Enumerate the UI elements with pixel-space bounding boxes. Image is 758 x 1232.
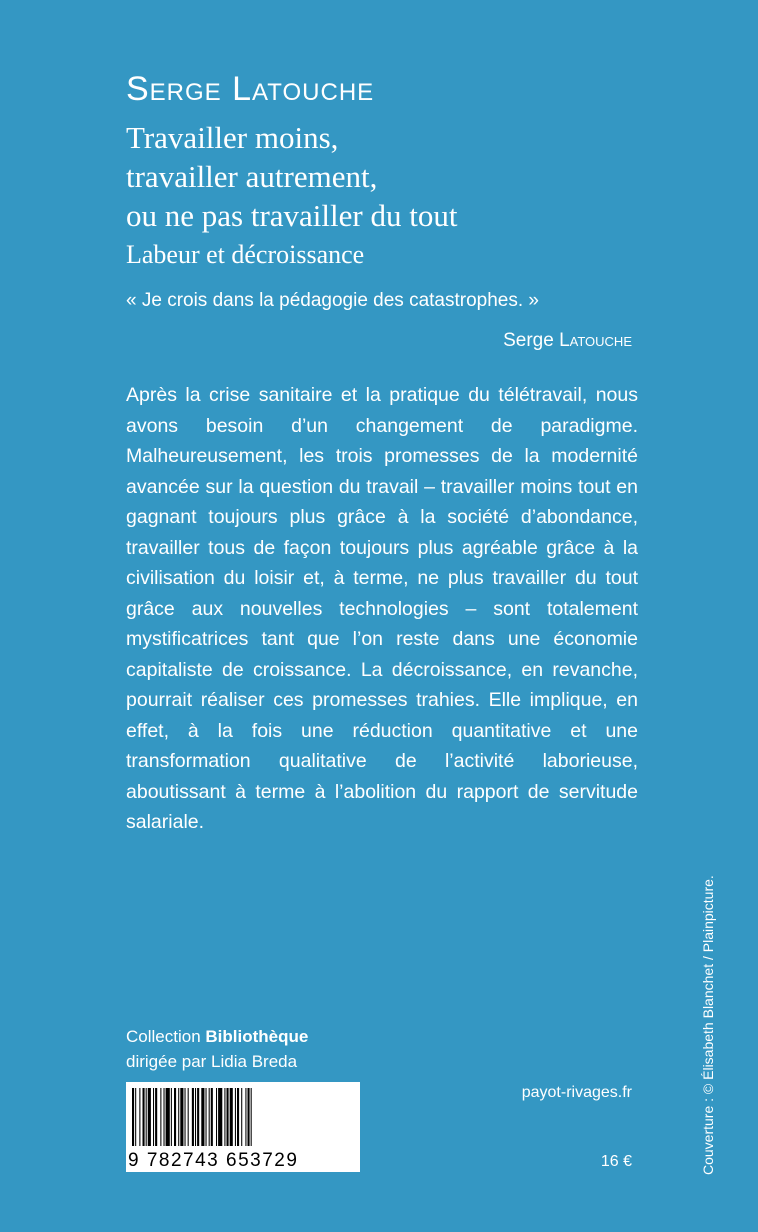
barcode-bar [195,1088,196,1146]
cover-credit: Couverture : © Élisabeth Blanchet / Plainpicture. [700,875,716,1175]
barcode-bar [251,1088,252,1146]
isbn-barcode [126,1082,360,1172]
collection-name: Bibliothèque [205,1027,309,1046]
barcode-bar [185,1088,186,1146]
barcode-bar [180,1088,183,1146]
barcode-bar [211,1088,213,1146]
barcode-bar [135,1088,136,1146]
back-cover-blurb: Après la crise sanitaire et la pratique du télétravail, nous avons besoin d’un changement de paradigme. Malheureusement, les trois promesses de la modernité avancée sur la question du travail – travailler moins tout en gagnant toujours plus grâce à la société d’abondance, travailler tous de façon toujours plus agréable grâce à la civilisation du loisir et, à terme, ne plus travailler du tout grâce aux nouvelles technologies – sont totalement mystificatrices tant que l’on reste dans une économie capitaliste de croissance. La décroissance, en revanche, pourrait réaliser ces promesses trahies. Elle implique, en effet, à la fois une réduction quantitative et une transformation qualitative de l’activité laborieuse, aboutissant à terme à l’abolition du rapport de servitude salariale. [126,384,638,833]
title-line: Travailler moins, [126,120,339,155]
barcode-bar [201,1088,204,1146]
book-subtitle: Labeur et décroissance [126,240,365,269]
barcode-bar [164,1088,165,1146]
barcode-bar [230,1088,233,1146]
barcode-bar [197,1088,199,1146]
author-name: Serge Latouche [126,70,375,108]
barcode-bar [160,1088,161,1146]
quote-author-last: Latouche [559,330,632,351]
barcode-bar [188,1088,189,1146]
barcode-bar [171,1088,172,1146]
barcode-bar [248,1088,250,1146]
barcode-bar [218,1088,222,1146]
collection-director: dirigée par Lidia Breda [126,1052,298,1071]
quote-author-first: Serge [503,330,554,351]
epigraph-quote: « Je crois dans la pédagogie des catastrophes. » [126,290,539,311]
title-line: travailler autrement, [126,159,378,194]
barcode-bar [132,1088,134,1146]
barcode-digits: 9 782743 653729 [128,1150,299,1171]
quote-attribution [503,330,632,352]
barcode-bar [216,1088,217,1146]
barcode-bar [209,1088,210,1146]
collection-line [126,1024,308,1049]
barcode-bar [174,1088,176,1146]
barcode-bar [227,1088,229,1146]
barcode-bar [241,1088,242,1146]
barcode-bar [237,1088,239,1146]
collection-info [126,1024,308,1074]
barcode-bar [245,1088,246,1146]
barcode-bar [139,1088,140,1146]
barcode-bar [155,1088,157,1146]
barcode-bar [153,1088,154,1146]
barcode-bar [235,1088,236,1146]
barcode-bar [143,1088,145,1146]
title-line: ou ne pas travailler du tout [126,198,458,233]
price: 16 € [600,1153,632,1170]
barcode-bar [178,1088,179,1146]
publisher-website: payot-rivages.fr [521,1084,632,1101]
barcode-bar [146,1088,147,1146]
barcode-bar [206,1088,207,1146]
collection-prefix: Collection [126,1027,201,1046]
book-title [126,118,457,235]
barcode-bar [148,1088,151,1146]
barcode-bar [166,1088,170,1146]
barcode-bar [192,1088,194,1146]
barcode-bar [224,1088,225,1146]
barcode-bars [130,1088,356,1146]
